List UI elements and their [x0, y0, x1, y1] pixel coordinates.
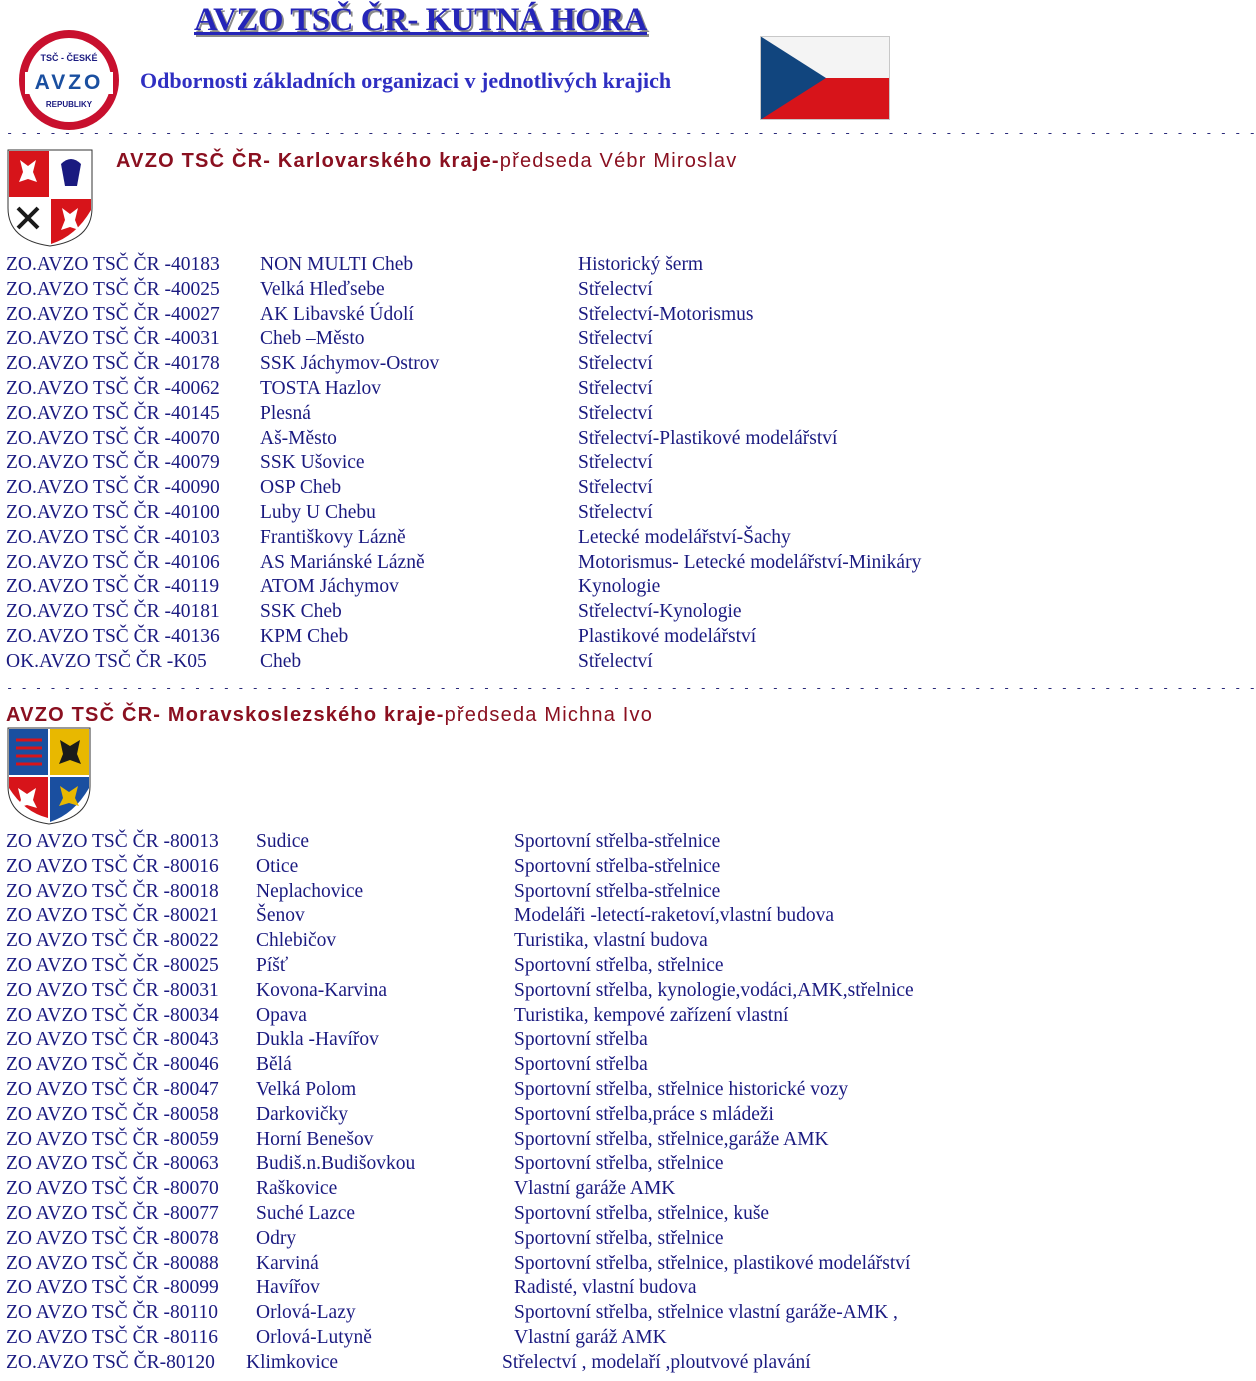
org-code: ZO AVZO TSČ ČR -80034 — [6, 1004, 219, 1026]
separator-line: - - - - - - - - - - - - - - - - - - - - - - - - - - - - - - - - - - - - - - - - - - - - - - - - - - - - - - - - - - - - - - - - - - - - - - - - - - - - - - - - - - - - - - - — [6, 681, 1256, 695]
org-activity: Sportovní střelba-střelnice — [514, 831, 721, 852]
org-row — [0, 352, 960, 376]
org-row — [0, 904, 960, 928]
org-row — [0, 1177, 960, 1201]
org-row — [0, 979, 960, 1003]
org-activity: Střelectví — [578, 650, 653, 672]
section-heading-karlovarsky — [116, 150, 737, 173]
org-name: KPM Cheb — [260, 626, 349, 647]
org-row — [0, 954, 960, 978]
org-activity: Sportovní střelba-střelnice — [514, 855, 721, 877]
org-name: SSK Jáchymov-Ostrov — [260, 353, 440, 375]
page-title: AVZO TSČ ČR- KUTNÁ HORA — [194, 2, 648, 38]
org-row — [0, 575, 960, 599]
org-row — [0, 830, 960, 854]
org-activity: Střelectví-Kynologie — [578, 601, 742, 623]
org-code: ZO AVZO TSČ ČR -80047 — [6, 1079, 219, 1100]
org-name: AS Mariánské Lázně — [260, 551, 425, 573]
org-name: Cheb –Město — [260, 328, 365, 350]
org-row — [0, 551, 960, 575]
org-code: ZO AVZO TSČ ČR -80031 — [6, 979, 219, 1001]
org-name: Chlebičov — [256, 930, 337, 952]
org-code: ZO AVZO TSČ ČR -80110 — [6, 1302, 219, 1324]
org-code: ZO.AVZO TSČ ČR -40031 — [6, 328, 220, 350]
org-activity: Sportovní střelba — [514, 1054, 648, 1076]
org-row — [0, 929, 960, 953]
org-row — [0, 1028, 960, 1052]
org-code: ZO.AVZO TSČ ČR -40119 — [6, 576, 220, 598]
org-activity: Sportovní střelba — [514, 1029, 648, 1051]
org-activity: Střelectví — [578, 328, 653, 350]
org-row — [0, 501, 960, 525]
org-name: Šenov — [256, 905, 305, 927]
org-name: Plesná — [260, 402, 311, 424]
org-row — [0, 377, 960, 401]
org-code: ZO.AVZO TSČ ČR -40103 — [6, 526, 220, 548]
org-name: Havířov — [256, 1277, 320, 1299]
separator-line: - - - - - - - - - - - - - - - - - - - - - - - - - - - - - - - - - - - - - - - - - - - - - - - - - - - - - - - - - - - - - - - - - - - - - - - - - - - - - - - - - - - - - - - — [6, 126, 1256, 140]
org-activity: Sportovní střelba, střelnice, plastikové modelářství — [514, 1252, 911, 1274]
org-name: Bělá — [256, 1054, 292, 1076]
org-activity: Vlastní garáž AMK — [514, 1327, 667, 1348]
org-code: ZO AVZO TSČ ČR -80099 — [6, 1277, 219, 1299]
section-heading-chair: předseda Michna Ivo — [444, 704, 654, 726]
org-code: ZO.AVZO TSČ ČR -40027 — [6, 303, 220, 325]
org-code: ZO.AVZO TSČ ČR -40070 — [6, 427, 220, 449]
org-activity: Střelectví — [578, 452, 653, 474]
org-code: ZO AVZO TSČ ČR -80016 — [6, 855, 219, 877]
org-activity: Letecké modelářství-Šachy — [578, 526, 791, 548]
org-row — [0, 1128, 960, 1152]
org-code: ZO AVZO TSČ ČR -80046 — [6, 1054, 219, 1076]
org-row — [0, 1053, 960, 1077]
org-code: ZO AVZO TSČ ČR -80078 — [6, 1227, 219, 1249]
logo-top-text: TSČ - ČESKÉ — [40, 53, 98, 63]
org-code: ZO.AVZO TSČ ČR -40181 — [6, 601, 220, 623]
org-code: ZO.AVZO TSČ ČR -40178 — [6, 353, 220, 375]
org-name: SSK Cheb — [260, 601, 342, 623]
org-row — [0, 1152, 960, 1176]
section-heading-moravskoslezsky — [6, 704, 653, 727]
org-activity: Sportovní střelba, střelnice historické vozy — [514, 1079, 849, 1100]
org-name: Píšť — [256, 955, 289, 976]
org-code: ZO.AVZO TSČ ČR -40183 — [6, 254, 220, 275]
org-row — [0, 1078, 960, 1102]
org-name: ATOM Jáchymov — [260, 576, 399, 598]
org-code: ZO AVZO TSČ ČR -80070 — [6, 1178, 219, 1200]
org-name: Budiš.n.Budišovkou — [256, 1153, 416, 1175]
org-name: TOSTA Hazlov — [260, 378, 382, 399]
org-name: NON MULTI Cheb — [260, 254, 414, 275]
org-code: ZO.AVZO TSČ ČR -40100 — [6, 502, 220, 523]
org-code: ZO.AVZO TSČ ČR -40090 — [6, 477, 220, 499]
org-code: ZO AVZO TSČ ČR -80063 — [6, 1153, 219, 1175]
org-row — [0, 303, 960, 327]
org-name: Neplachovice — [256, 880, 364, 902]
org-activity: Střelectví — [578, 353, 653, 375]
org-row — [0, 427, 960, 451]
org-activity: Vlastní garáže AMK — [514, 1178, 676, 1200]
org-activity: Sportovní střelba, střelnice — [514, 1153, 724, 1175]
org-activity: Sportovní střelba, střelnice — [514, 1227, 724, 1249]
page-subtitle: Odbornosti základních organizaci v jednotlivých krajich — [140, 68, 672, 93]
org-activity: Sportovní střelba, střelnice — [514, 955, 724, 976]
org-row — [0, 451, 960, 475]
org-activity: Turistika, vlastní budova — [514, 930, 708, 952]
org-activity: Sportovní střelba, střelnice vlastní garáže-AMK , — [514, 1302, 898, 1324]
org-code: ZO AVZO TSČ ČR -80058 — [6, 1103, 219, 1125]
org-row — [0, 1276, 960, 1300]
avzo-logo — [17, 28, 121, 132]
org-activity: Plastikové modelářství — [578, 626, 757, 647]
org-activity: Sportovní střelba,práce s mládeži — [514, 1103, 774, 1125]
org-code: OK.AVZO TSČ ČR -K05 — [6, 650, 207, 672]
org-code: ZO.AVZO TSČ ČR -40025 — [6, 278, 220, 300]
org-activity: Střelectví , modelaří ,ploutvové plavání — [502, 1351, 811, 1373]
org-activity: Střelectví — [578, 402, 653, 424]
org-activity: Motorismus- Letecké modelářství-Minikáry — [578, 551, 922, 573]
org-code: ZO AVZO TSČ ČR -80021 — [6, 905, 219, 927]
org-row — [0, 650, 960, 674]
org-code: ZO AVZO TSČ ČR -80077 — [6, 1203, 219, 1224]
org-activity: Sportovní střelba, střelnice,garáže AMK — [514, 1128, 829, 1150]
org-row — [0, 278, 960, 302]
org-name: Suché Lazce — [256, 1203, 356, 1224]
org-name: Orlová-Lazy — [256, 1302, 356, 1324]
karlovarsky-crest-icon — [6, 148, 94, 248]
czech-flag-icon — [760, 36, 890, 120]
org-code: ZO.AVZO TSČ ČR -40136 — [6, 626, 220, 647]
org-activity: Turistika, kempové zařízení vlastní — [514, 1004, 789, 1026]
org-name: Františkovy Lázně — [260, 526, 406, 548]
org-code: ZO AVZO TSČ ČR -80059 — [6, 1128, 219, 1150]
org-activity: Kynologie — [578, 576, 661, 598]
org-code: ZO AVZO TSČ ČR -80022 — [6, 930, 219, 952]
org-activity: Historický šerm — [578, 254, 704, 275]
org-row — [0, 1252, 960, 1276]
org-name: Klimkovice — [246, 1351, 339, 1373]
org-activity: Sportovní střelba, kynologie,vodáci,AMK,střelnice — [514, 979, 914, 1001]
org-name: Velká Hleďsebe — [260, 278, 385, 300]
org-row — [0, 476, 960, 500]
org-name: OSP Cheb — [260, 477, 342, 499]
org-name: Karviná — [256, 1252, 319, 1274]
org-row — [0, 526, 960, 550]
org-name: Dukla -Havířov — [256, 1029, 379, 1051]
org-row — [0, 1004, 960, 1028]
org-code: ZO AVZO TSČ ČR -80013 — [6, 831, 219, 852]
org-row — [0, 600, 960, 624]
org-activity: Střelectví — [578, 502, 653, 523]
org-row — [0, 1326, 960, 1350]
org-activity: Střelectví-Plastikové modelářství — [578, 427, 838, 449]
org-row — [0, 1351, 960, 1375]
org-name: Velká Polom — [256, 1079, 357, 1100]
org-code: ZO AVZO TSČ ČR -80043 — [6, 1029, 219, 1051]
org-row — [0, 327, 960, 351]
org-name: Odry — [256, 1227, 297, 1249]
org-name: Otice — [256, 855, 299, 877]
org-activity: Střelectví — [578, 477, 653, 499]
org-row — [0, 625, 960, 649]
org-activity: Střelectví — [578, 278, 653, 300]
org-name: Cheb — [260, 650, 302, 672]
org-row — [0, 855, 960, 879]
org-row — [0, 880, 960, 904]
org-activity: Sportovní střelba-střelnice — [514, 880, 721, 902]
section-heading-bold: AVZO TSČ ČR- Moravskoslezského kraje- — [6, 704, 445, 726]
org-code: ZO.AVZO TSČ ČR-80120 — [6, 1351, 215, 1373]
logo-bottom-text: REPUBLIKY — [45, 100, 93, 109]
org-row — [0, 1103, 960, 1127]
org-row — [0, 402, 960, 426]
org-name: Luby U Chebu — [260, 502, 376, 523]
org-activity: Modeláři -letectí-raketoví,vlastní budova — [514, 905, 835, 927]
org-code: ZO.AVZO TSČ ČR -40145 — [6, 402, 220, 424]
org-name: Darkovičky — [256, 1103, 349, 1125]
org-code: ZO AVZO TSČ ČR -80025 — [6, 955, 219, 976]
org-name: Opava — [256, 1004, 307, 1026]
section-heading-chair: předseda Vébr Miroslav — [499, 150, 738, 172]
org-activity: Sportovní střelba, střelnice, kuše — [514, 1203, 770, 1224]
section-heading-bold: AVZO TSČ ČR- Karlovarského kraje- — [116, 150, 500, 172]
org-code: ZO.AVZO TSČ ČR -40079 — [6, 452, 220, 474]
org-activity: Střelectví-Motorismus — [578, 303, 754, 325]
org-code: ZO.AVZO TSČ ČR -40106 — [6, 551, 220, 573]
org-activity: Střelectví — [578, 378, 653, 399]
org-row — [0, 253, 960, 277]
org-name: Kovona-Karvina — [256, 979, 388, 1001]
org-code: ZO AVZO TSČ ČR -80088 — [6, 1252, 219, 1274]
org-row — [0, 1202, 960, 1226]
org-activity: Radisté, vlastní budova — [514, 1277, 697, 1299]
org-row — [0, 1301, 960, 1325]
org-name: Aš-Město — [260, 427, 337, 449]
org-name: Sudice — [256, 831, 310, 852]
org-code: ZO AVZO TSČ ČR -80018 — [6, 880, 219, 902]
org-code: ZO AVZO TSČ ČR -80116 — [6, 1327, 219, 1348]
org-name: Orlová-Lutyně — [256, 1327, 372, 1348]
org-name: AK Libavské Údolí — [260, 303, 414, 325]
logo-main-text: AVZO — [34, 71, 104, 94]
org-name: Horní Benešov — [256, 1128, 374, 1150]
org-name: Raškovice — [256, 1178, 338, 1200]
org-code: ZO.AVZO TSČ ČR -40062 — [6, 378, 220, 399]
org-row — [0, 1227, 960, 1251]
moravskoslezsky-crest-icon — [6, 726, 92, 826]
org-name: SSK Ušovice — [260, 452, 365, 474]
